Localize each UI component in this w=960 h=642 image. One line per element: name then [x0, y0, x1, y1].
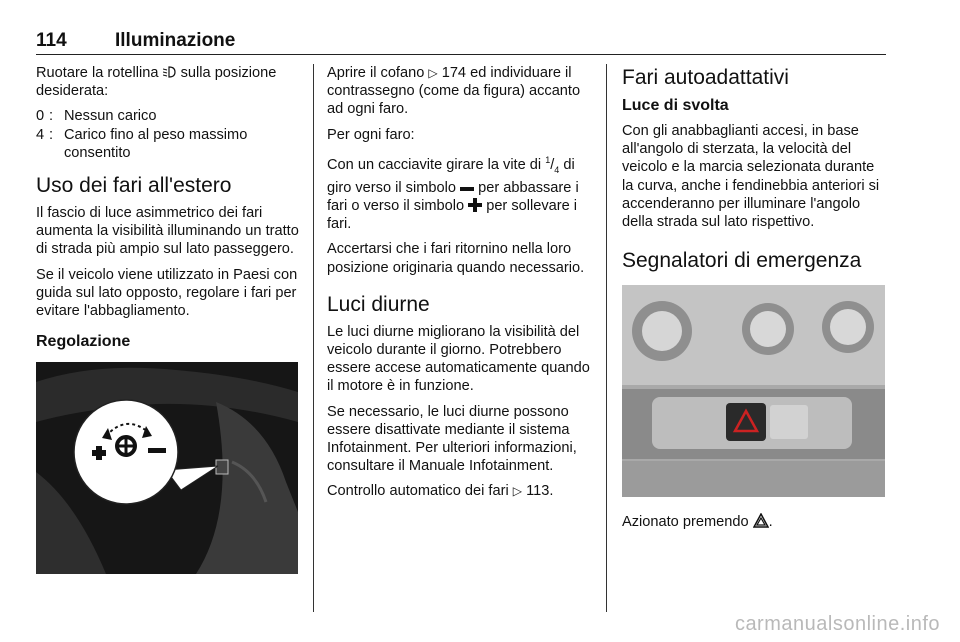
headlight-adjustment-illustration — [36, 362, 298, 574]
page-reference-arrow-icon: ▷ — [428, 66, 438, 80]
return-position-paragraph: Accertarsi che i fari ritornino nella loro posizione originaria quando necessario. — [327, 241, 585, 276]
heading-daytime-lights: Luci diurne — [327, 292, 430, 316]
load-position-list — [36, 107, 302, 162]
screwdriver-paragraph: Con un cacciavite girare la vite di $^1/_4$ di giro verso il simbolo per abbassare i fari o verso il simbolo per sollevare i fari. — [327, 154, 579, 233]
auto-light-text: Controllo automatico dei fari — [327, 483, 509, 500]
page-number: 114 — [36, 30, 67, 51]
column-1 — [36, 64, 302, 574]
fraction-denominator: 4 — [554, 164, 560, 175]
minus-symbol-icon — [460, 184, 474, 194]
list-item-text: Carico fino al peso massimo consentito — [64, 126, 248, 161]
intro-text-a: Ruotare la rotellina — [36, 65, 159, 81]
hazard-switch-illustration — [622, 285, 885, 497]
screwdriver-text-c: per abbassare i fari o verso il simbolo — [327, 179, 579, 214]
section-title: Illuminazione — [115, 30, 236, 51]
column-divider-1 — [313, 64, 314, 612]
page-reference[interactable]: 174 — [441, 65, 467, 81]
cornering-paragraph: Con gli anabbaglianti accesi, in base all'angolo di sterzata, la velocità del veicolo e la marcia selezionata durante la curva, anche i fendinebbia anteriori si accenderanno per illuminare l'angolo della strada sul lato rispettivo. — [622, 123, 880, 231]
headlight-range-icon — [163, 65, 177, 79]
list-item: 0 : Nessun carico — [36, 108, 157, 125]
open-bonnet-text-a: Aprire il cofano — [327, 65, 425, 81]
heading-adjust: Regolazione — [36, 333, 131, 351]
page-reference[interactable]: 113. — [526, 483, 554, 500]
list-item: 4 : Carico fino al peso massimo consentito — [36, 126, 248, 161]
abroad-paragraph-2: Se il veicolo viene utilizzato in Paesi con guida sul lato opposto, regolare i fari per evitare l'abbagliamento. — [36, 266, 298, 320]
intro-paragraph — [36, 64, 302, 100]
screwdriver-text-a: Con un cacciavite girare la vite di — [327, 156, 542, 173]
intro-text-b: sulla posizione desiderata: — [36, 65, 277, 100]
header-divider — [36, 54, 886, 55]
page-reference-arrow-icon: ▷ — [512, 484, 522, 499]
open-bonnet-text-b: ed individuare il contrassegno (come da figura) accanto ad ogni faro. — [327, 65, 581, 118]
page-header — [36, 30, 886, 52]
column-divider-2 — [606, 64, 607, 612]
hazard-caption-text: Azionato premendo — [622, 514, 749, 531]
auto-light-paragraph — [327, 482, 593, 500]
hazard-caption-end: . — [768, 514, 773, 531]
screwdriver-text-b: di giro verso il simbolo — [327, 156, 575, 196]
subheading-cornering-light: Luce di svolta — [622, 97, 729, 114]
drl-paragraph-2: Se necessario, le luci diurne possono essere disattivate mediante il sistema Infotainment. Per ulteriori informazioni, consultare il Manuale Infotainment. — [327, 403, 577, 475]
watermark: carmanualsonline.info — [734, 613, 940, 635]
abroad-paragraph-1: Il fascio di luce asimmetrico dei fari aumenta la visibilità illuminando un tratto di strada più ampio sul lato passeggero. — [36, 205, 299, 258]
list-item-text: Nessun carico — [64, 108, 157, 125]
drl-paragraph-1: Le luci diurne migliorano la visibilità del veicolo durante il giorno. Potrebbero essere accese automaticamente quando il motore è in funzione. — [327, 323, 590, 395]
heading-hazard-lights: Segnalatori di emergenza — [622, 249, 862, 273]
screwdriver-text-d: per sollevare i fari. — [327, 197, 578, 233]
list-item-key: 4 — [36, 126, 45, 143]
heading-abroad: Uso dei fari all'estero — [36, 174, 232, 198]
per-headlight-paragraph: Per ogni faro: — [327, 126, 415, 143]
list-item-key: 0 — [36, 108, 45, 125]
hazard-triangle-icon — [753, 513, 769, 528]
heading-adaptive-lights: Fari autoadattativi — [622, 66, 789, 89]
column-2 — [327, 64, 593, 508]
column-3 — [622, 64, 888, 538]
open-bonnet-paragraph — [327, 64, 593, 119]
plus-symbol-icon — [468, 198, 482, 212]
fraction-numerator: 1 — [545, 154, 551, 165]
hazard-caption — [622, 513, 888, 531]
